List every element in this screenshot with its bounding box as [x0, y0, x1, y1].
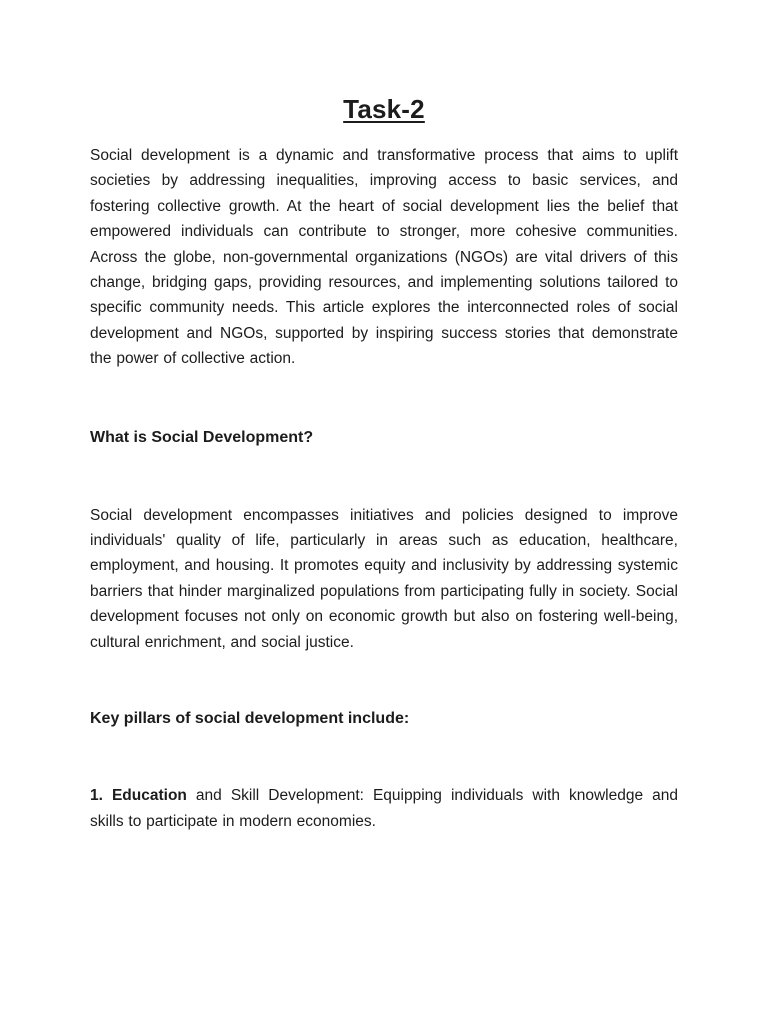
pillar-item-education-text: and Skill Development: Equipping individuals with knowledge and skills to participate in modern economies.: [90, 787, 678, 830]
pillar-item-education: [90, 783, 678, 834]
heading-what-is-social-development: What is Social Development?: [90, 428, 314, 446]
intro-paragraph: Social development is a dynamic and transformative process that aims to uplift societies by addressing inequalities, improving access to basic services, and fostering collective growth. At the heart of social development lies the belief that empowered individuals can contribute to stronger, more cohesive communities. Across the globe, non-governmental organizations (NGOs) are vital drivers of this change, bridging gaps, providing resources, and implementing solutions tailored to specific community needs. This article explores the interconnected roles of social development and NGOs, supported by inspiring success stories that demonstrate the power of collective action.: [90, 147, 678, 368]
document-title-text: Task-2: [343, 94, 425, 124]
heading-key-pillars: Key pillars of social development include:: [90, 710, 410, 728]
what-is-social-development-paragraph: Social development encompasses initiatives and policies designed to improve individuals' quality of life, particularly in areas such as education, healthcare, employment, and housing. It promotes equity and inclusivity by addressing systemic barriers that hinder marginalized populations from participating fully in society. Social development focuses not only on economic growth but also on fostering well-being, cultural enrichment, and social justice.: [90, 506, 678, 651]
document-title: [90, 0, 678, 126]
pillar-item-education-label: 1. Education: [90, 787, 187, 805]
